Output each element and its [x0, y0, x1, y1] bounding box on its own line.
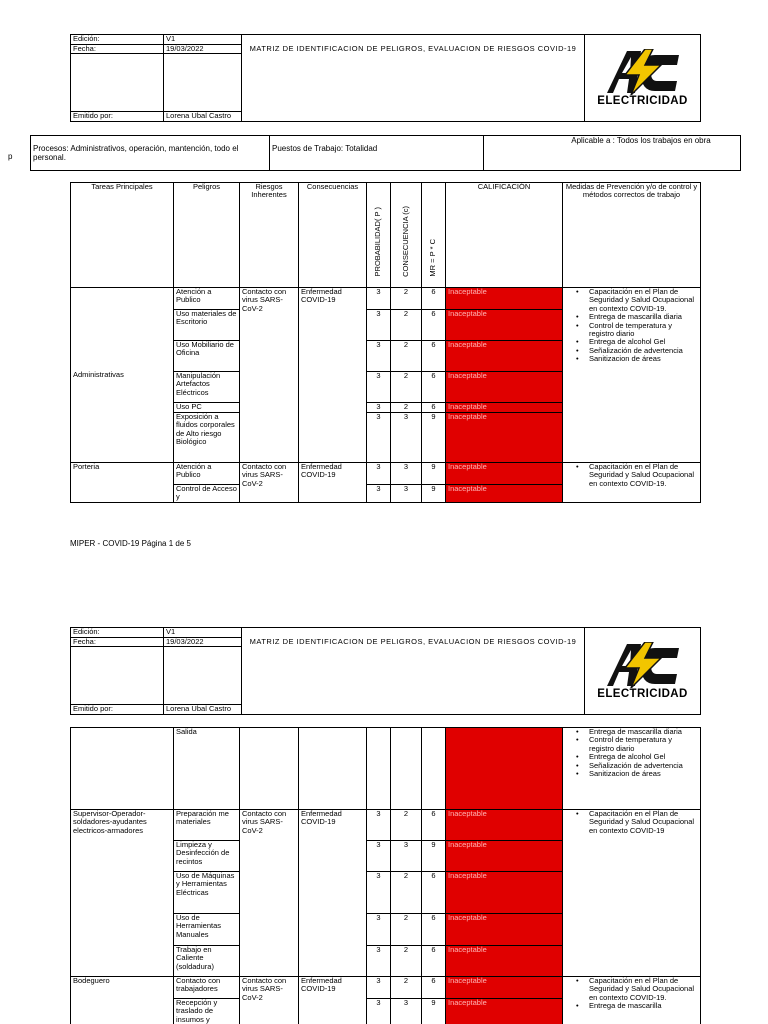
company-logo — [585, 628, 701, 715]
mr-value: 6 — [422, 810, 446, 841]
hazard-cell: Manipulación Artefactos Eléctricos — [174, 372, 240, 403]
table-row — [71, 810, 701, 841]
page-footer: MIPER - COVID-19 Página 1 de 5 — [70, 539, 191, 548]
hazard-cell: Contacto con trabajadores — [174, 977, 240, 999]
hazard-cell: Exposición a fluidos corporales de Alto riesgo Biológico — [174, 413, 240, 463]
rating-badge: Inaceptable — [446, 413, 563, 463]
p-value: 3 — [367, 810, 391, 841]
hazard-cell: Uso materiales de Escritorio — [174, 310, 240, 341]
c-value: 2 — [391, 872, 422, 914]
measures-cell — [563, 810, 701, 977]
process-marker: p — [8, 152, 13, 161]
date-value: 19/03/2022 — [164, 637, 242, 647]
rating-badge: Inaceptable — [446, 841, 563, 872]
measures-cell — [563, 728, 701, 810]
hazard-cell: Uso de Herramientas Manuales — [174, 914, 240, 946]
task-cell: Supervisor-Operador-soldadores-ayudantes electricos-armadores — [71, 810, 174, 977]
rating-badge: Inaceptable — [446, 485, 563, 503]
p-value: 3 — [367, 999, 391, 1024]
logo-bolt-icon — [605, 642, 681, 688]
positions-description: Puestos de Trabajo: Totalidad — [270, 136, 484, 171]
c-value: 2 — [391, 946, 422, 977]
rating-badge: Inaceptable — [446, 288, 563, 310]
c-value: 2 — [391, 341, 422, 372]
mr-value: 6 — [422, 977, 446, 999]
col-calificacion: CALIFICACIÓN — [446, 183, 563, 288]
hazard-cell: Atención a Publico — [174, 463, 240, 485]
hazard-cell: Trabajo en Caliente (soldadura) — [174, 946, 240, 977]
document-title: MATRIZ DE IDENTIFICACION DE PELIGROS, EVALUACION DE RIESGOS COVID-19 — [242, 628, 585, 715]
rating-badge: Inaceptable — [446, 999, 563, 1024]
measures-cell — [563, 463, 701, 503]
rating-badge: Inaceptable — [446, 403, 563, 413]
company-logo — [585, 35, 701, 122]
list-item: • Entrega de mascarilla diaria — [565, 728, 698, 736]
p-value: 3 — [367, 413, 391, 463]
consequence-cell: Enfermedad COVID-19 — [299, 288, 367, 463]
document-header-page2 — [70, 627, 701, 715]
c-value: 2 — [391, 977, 422, 999]
list-item: • Capacitación en el Plan de Seguridad y Salud Ocupacional en contexto COVID-19 — [565, 810, 698, 835]
col-mr: MR = P * C — [428, 239, 438, 277]
p-value: 3 — [367, 841, 391, 872]
p-value: 3 — [367, 872, 391, 914]
p-value: 3 — [367, 946, 391, 977]
c-value: 2 — [391, 310, 422, 341]
table-row — [71, 288, 701, 310]
p-value: 3 — [367, 310, 391, 341]
c-value: 2 — [391, 914, 422, 946]
hazard-cell: Uso Mobiliario de Oficina — [174, 341, 240, 372]
table-row — [71, 728, 701, 810]
rating-badge: Inaceptable — [446, 310, 563, 341]
risk-cell: Contacto con virus SARS-CoV-2 — [240, 463, 299, 503]
p-value: 3 — [367, 977, 391, 999]
list-item: • Capacitación en el Plan de Seguridad y Salud Ocupacional en contexto COVID-19. — [565, 288, 698, 313]
mr-value: 9 — [422, 485, 446, 503]
list-item: • Sanitizacion de áreas — [565, 355, 698, 363]
rating-fill — [446, 728, 563, 810]
edition-value: V1 — [164, 35, 242, 45]
edition-label: Edición: — [71, 35, 164, 45]
c-value: 3 — [391, 413, 422, 463]
list-item: • Señalización de advertencia — [565, 762, 698, 770]
c-value: 3 — [391, 841, 422, 872]
date-label: Fecha: — [71, 637, 164, 647]
list-item: • Control de temperatura y registro diario — [565, 322, 698, 339]
mr-value: 9 — [422, 841, 446, 872]
col-medidas: Medidas de Prevención y/o de control y métodos correctos de trabajo — [563, 183, 701, 288]
task-cell: Bodeguero — [71, 977, 174, 1024]
c-value: 2 — [391, 403, 422, 413]
logo-text: ELECTRICIDAD — [597, 688, 688, 700]
rating-badge: Inaceptable — [446, 463, 563, 485]
document-title: MATRIZ DE IDENTIFICACION DE PELIGROS, EVALUACION DE RIESGOS COVID-19 — [242, 35, 585, 122]
p-value: 3 — [367, 914, 391, 946]
mr-value: 6 — [422, 946, 446, 977]
process-description: Procesos: Administrativos, operación, mantención, todo el personal. — [31, 136, 270, 171]
consequence-cell: Enfermedad COVID-19 — [299, 810, 367, 977]
issued-value: Lorena Ubal Castro — [164, 112, 242, 122]
hazard-cell: Uso PC — [174, 403, 240, 413]
rating-badge: Inaceptable — [446, 810, 563, 841]
col-tareas: Tareas Principales — [71, 183, 174, 288]
c-value: 2 — [391, 372, 422, 403]
edition-value: V1 — [164, 628, 242, 638]
list-item: • Entrega de mascarilla — [565, 1002, 698, 1010]
p-value: 3 — [367, 485, 391, 503]
mr-value: 9 — [422, 463, 446, 485]
list-item: • Control de temperatura y registro diario — [565, 736, 698, 753]
mr-value: 9 — [422, 999, 446, 1024]
risk-cell: Contacto con virus SARS-CoV-2 — [240, 977, 299, 1024]
issued-label: Emitido por: — [71, 705, 164, 715]
process-table — [30, 135, 741, 171]
hazard-cell: Uso de Máquinas y Herramientas Eléctricas — [174, 872, 240, 914]
hazard-cell: Preparación me materiales — [174, 810, 240, 841]
list-item: • Capacitación en el Plan de Seguridad y Salud Ocupacional en contexto COVID-19. — [565, 977, 698, 1002]
list-item: • Capacitación en el Plan de Seguridad y Salud Ocupacional en contexto COVID-19. — [565, 463, 698, 488]
table-row — [71, 977, 701, 999]
list-item: • Señalización de advertencia — [565, 347, 698, 355]
logo-bolt-icon — [605, 49, 681, 95]
consequence-cell: Enfermedad COVID-19 — [299, 977, 367, 1024]
col-consecuencia: CONSECUENCIA (c) — [400, 205, 410, 277]
risk-matrix-page2 — [70, 727, 701, 1024]
list-item: • Entrega de alcohol Gel — [565, 753, 698, 761]
mr-value: 6 — [422, 288, 446, 310]
rating-badge: Inaceptable — [446, 946, 563, 977]
list-item: • Sanitizacion de áreas — [565, 770, 698, 778]
p-value: 3 — [367, 463, 391, 485]
p-value: 3 — [367, 341, 391, 372]
mr-value: 9 — [422, 413, 446, 463]
rating-badge: Inaceptable — [446, 372, 563, 403]
date-value: 19/03/2022 — [164, 44, 242, 54]
p-value: 3 — [367, 372, 391, 403]
c-value: 2 — [391, 810, 422, 841]
risk-cell: Contacto con virus SARS-CoV-2 — [240, 288, 299, 463]
rating-badge: Inaceptable — [446, 914, 563, 946]
hazard-cell: Recepción y traslado de insumos y — [174, 999, 240, 1024]
hazard-cell: Atención a Publico — [174, 288, 240, 310]
mr-value: 6 — [422, 310, 446, 341]
table-row — [71, 463, 701, 485]
c-value: 3 — [391, 999, 422, 1024]
col-consecuencias: Consecuencias — [299, 183, 367, 288]
mr-value: 6 — [422, 872, 446, 914]
task-cell: Administrativas — [71, 288, 174, 463]
list-item: • Entrega de alcohol Gel — [565, 338, 698, 346]
logo-text: ELECTRICIDAD — [597, 95, 688, 107]
hazard-cell: Limpieza y Desinfección de recintos — [174, 841, 240, 872]
c-value: 3 — [391, 463, 422, 485]
list-item: • Entrega de mascarilla diaria — [565, 313, 698, 321]
issued-value: Lorena Ubal Castro — [164, 705, 242, 715]
issued-label: Emitido por: — [71, 112, 164, 122]
col-probabilidad: PROBABILIDAD( P ) — [373, 207, 383, 277]
col-peligros: Peligros — [174, 183, 240, 288]
mr-value: 6 — [422, 341, 446, 372]
p-value: 3 — [367, 288, 391, 310]
rating-badge: Inaceptable — [446, 872, 563, 914]
p-value: 3 — [367, 403, 391, 413]
hazard-cell: Salida — [174, 728, 240, 810]
col-riesgos: Riesgos Inherentes — [240, 183, 299, 288]
date-label: Fecha: — [71, 44, 164, 54]
measures-cell — [563, 977, 701, 1024]
mr-value: 6 — [422, 372, 446, 403]
c-value: 2 — [391, 288, 422, 310]
rating-badge: Inaceptable — [446, 977, 563, 999]
risk-matrix-page1 — [70, 182, 701, 503]
rating-badge: Inaceptable — [446, 341, 563, 372]
c-value: 3 — [391, 485, 422, 503]
mr-value: 6 — [422, 403, 446, 413]
edition-label: Edición: — [71, 628, 164, 638]
measures-cell — [563, 288, 701, 463]
document-header — [70, 34, 701, 122]
hazard-cell: Control de Acceso y — [174, 485, 240, 503]
consequence-cell: Enfermedad COVID-19 — [299, 463, 367, 503]
applicable-description: Aplicable a : Todos los trabajos en obra — [484, 136, 741, 171]
task-cell: Porteria — [71, 463, 174, 503]
risk-cell: Contacto con virus SARS-CoV-2 — [240, 810, 299, 977]
mr-value: 6 — [422, 914, 446, 946]
